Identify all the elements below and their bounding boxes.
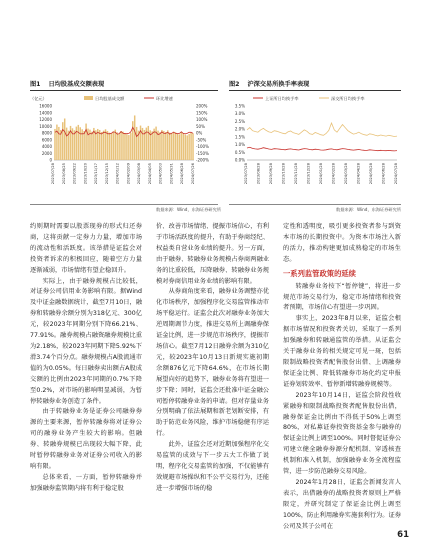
y2-tick-label: 150% — [196, 110, 208, 116]
x-tick-label: 2023/10/28 — [281, 163, 286, 185]
x-tick-label: 2023/07/28 — [244, 163, 248, 185]
body-paragraph: 事实上，2023年8月以来，证监会根据市场情况和投资者关切，采取了一系列加强融券和转融通监管的举措。从证监会关于融券业务的相关规定可见一斑，包括限制战略投资者配售股份出借、上调融券保证金比例、降低转融券市场化约定申报证券划转效率、暂停新增转融券规模等。 — [283, 315, 401, 388]
bar — [74, 130, 75, 160]
bar — [169, 133, 170, 160]
y2-tick-label: 0% — [196, 130, 203, 136]
bar — [161, 130, 162, 160]
bar — [118, 134, 119, 160]
bar — [181, 132, 182, 160]
bar — [179, 134, 180, 160]
bar — [165, 132, 166, 160]
y2-tick-label: -100% — [196, 144, 209, 149]
bar — [192, 133, 193, 160]
figure-1-top-rule — [30, 90, 218, 91]
x-tick-label: 2024/03/28 — [344, 163, 348, 185]
x-tick-label: 2023/09/22 — [72, 163, 77, 185]
y2-tick-label: 100% — [196, 117, 208, 122]
bar — [186, 135, 187, 160]
bar — [144, 130, 145, 160]
bar — [107, 131, 108, 160]
x-tick-label: 2024/07/26 — [191, 163, 195, 185]
bar — [151, 131, 152, 160]
figure-2-top-rule — [229, 90, 401, 91]
bar — [177, 134, 178, 160]
text-column-1 — [30, 222, 142, 495]
body-paragraph: 2023年10月14日，证监会阶段性收紧融券和限制战略投资者配售股份出借，融券保证金比例由不得低于50%上调至80%，对私募证券投资资基金参与融券的保证金比例上调至100%。同时督促证券公司建立健全融券券源分配机制、穿透核查机制和准入机制，加强融券业务全流程监管，进一步防范融券交易风险。 — [283, 391, 401, 476]
figure-2-bottom-rule — [229, 204, 401, 205]
bar — [157, 131, 158, 160]
x-tick-label: 2024/01/28 — [319, 163, 323, 185]
y2-tick-label: -150% — [196, 150, 209, 156]
legend-label-sse: 上证所日均换手率 — [265, 96, 299, 101]
figure-1-title — [30, 79, 104, 88]
bar — [58, 127, 59, 160]
series-line-szse — [247, 123, 397, 137]
legend-label-line: 环比增速 — [156, 96, 173, 101]
bar — [111, 133, 112, 160]
figure-1-title-text: 日均股基成交额表现 — [48, 81, 105, 88]
y-tick-label: 14000 — [39, 110, 52, 116]
y-tick-label: 6000 — [41, 137, 52, 143]
x-tick-label: 2024/06/28 — [381, 163, 386, 185]
bar — [62, 122, 63, 160]
x-tick-label: 2024/05/03 — [158, 163, 163, 185]
bar — [134, 115, 135, 160]
y-tick-label: 2000 — [41, 150, 52, 156]
body-paragraph: 实际上，由于融券规模占比较低，对证券公司信用业务影响有限。据Wind及中证金融数据统计，截至7月10日，融券和转融券余额分别为318亿元、300亿元，较2023年同期分别下降66.21%、77.91%。融券规模占融资融券规模比重为2.18%，较2023年同期下降5.92%下滑3.74个百分点。融券规模占A股流通市值的为0.05%。每日融券卖出额占A股成交额的比例由2023年同期的0.7%下降至0.2%，对市场的影响明显减弱，为暂停转融券业务创造了条件。 — [30, 277, 142, 405]
y-tick-label: 8000 — [41, 130, 52, 136]
x-tick-label: 2023/07/28 — [51, 163, 55, 185]
body-paragraph: 此外，证监会还对近期加强程序化交易监管的成效与下一步五大工作做了说明，程序化交易监管的加强，不仅能够有效规避市场操纵和不公平交易行为，还能进一步增强市场的稳 — [156, 441, 269, 492]
x-tick-label: 2024/02/28 — [331, 163, 336, 185]
bar — [175, 132, 176, 160]
body-paragraph: 价、改善市场情绪、提振市场信心，有利于市场活跃度的提升，有助于券商经纪、权益类自营业务业绩的提升。另一方面，由于融券、转融券业务规模占券商两融业务的比重较低，压降融券、转融券业务规模对券商信用业务业绩的影响有限。 — [156, 223, 269, 285]
body-paragraph: 总体来看，一方面，暂停转融券并加强融券监管期内将有利于稳定股 — [30, 473, 142, 492]
legend-label-bar: 日均股基成交额 — [95, 96, 125, 101]
bar — [159, 132, 160, 160]
page-number: 61 — [397, 530, 409, 540]
bar — [155, 127, 156, 160]
bar — [173, 132, 174, 160]
y-tick-label: 0 — [49, 157, 52, 163]
bar — [190, 133, 191, 160]
x-tick-label: 2023/08/28 — [256, 163, 261, 185]
bar — [171, 133, 172, 160]
bar — [128, 135, 129, 160]
text-column-2 — [156, 222, 269, 495]
figure-1-source: 数据来源：Wind，东海证券研究所 — [156, 207, 221, 212]
bar — [95, 130, 96, 160]
y-tick-label: 1.5% — [234, 134, 245, 140]
x-tick-label: 2024/04/28 — [356, 163, 361, 185]
x-tick-label: 2024/05/31 — [169, 163, 174, 185]
left-axis-unit: （亿元） — [30, 96, 47, 101]
body-paragraph: 定性和透明度，吸引更多投资者参与到资本市场的长期投资中。为资本市场注入新的活力，推动构建更加成熟稳定的市场生态。 — [283, 223, 401, 263]
x-tick-label: 2024/02/09 — [126, 163, 131, 185]
bar — [167, 130, 168, 160]
bar — [124, 133, 125, 160]
x-tick-label: 2023/08/25 — [61, 163, 66, 185]
body-paragraph: 从券商角度来看，融券业务调整亦优化市场秩序，加强程序化交易监管推动市场平稳运行。证监会此次对融券业务加大逆周期调节力度，推进交易所上调融券保证金比例，进一步规范市场秩序，提振市场信心。截至7月12日融券余额为310亿元，较2023年10月13日新规实施初期余额876亿元下降64.6%，在市场长期展望向好的趋势下，融券业务将有望进一步下降；同时，证监会还批准中证金融公司暂停转融券业务的申请。但对存量业务分别明确了依法展期和新老划断安排，有助于防范业务风险，维护市场稳健有序运行。 — [156, 288, 269, 438]
x-tick-label: 2023/12/15 — [104, 163, 109, 185]
x-tick-label: 2023/11/28 — [294, 163, 298, 185]
figure-2-number: 图2 — [229, 81, 240, 88]
body-paragraph: 约则期时需要以股票现券的形式归还券商，这将贡献一定券力力量，增加市场的流动性和活跃度。该举措是证监会对投资者诉求的积极回应，随着空方力量逐渐减弱，市场情绪有望企稳回升。 — [30, 223, 142, 274]
x-tick-label: 2024/06/28 — [180, 163, 185, 185]
figure-1-number: 图1 — [30, 81, 41, 88]
bar — [115, 130, 116, 160]
figure-2-title-text: 沪深交易所换手率表现 — [247, 81, 310, 88]
bar — [113, 131, 114, 160]
bar — [153, 129, 154, 160]
y-tick-label: 3.0% — [234, 111, 245, 117]
bar — [56, 125, 57, 160]
series-line-sse — [247, 147, 397, 151]
y2-tick-label: -200% — [196, 157, 209, 163]
y-tick-label: 10000 — [39, 123, 52, 129]
y-tick-label: 0.0% — [234, 157, 245, 163]
legend-label-szse: 深交所日均换手率 — [331, 96, 365, 101]
bar — [105, 129, 106, 160]
bar — [91, 132, 92, 160]
bar — [103, 131, 104, 160]
y-tick-label: 3.5% — [234, 103, 245, 109]
x-tick-label: 2023/10/20 — [83, 163, 88, 185]
bar — [101, 132, 102, 160]
bar — [54, 129, 55, 160]
bar — [93, 128, 94, 160]
bar — [136, 127, 137, 160]
bar — [185, 135, 186, 160]
text-column-3 — [283, 222, 401, 532]
figure-2-title — [229, 79, 309, 88]
bar — [126, 134, 127, 160]
bar — [122, 132, 123, 160]
x-tick-label: 2023/09/28 — [269, 163, 273, 185]
figure-2-source: 数据来源：Wind，东海证券研究所 — [336, 207, 401, 212]
y-tick-label: 1.0% — [234, 142, 245, 148]
bar — [130, 133, 131, 160]
bar — [116, 132, 117, 160]
y-tick-label: 12000 — [39, 117, 52, 122]
x-tick-label: 2024/05/28 — [369, 163, 373, 185]
bar — [120, 131, 121, 160]
body-paragraph: 2024年1月28日，证监会新闻发言人表示，出借融券的战略投资者原则上严格限定，并研究制定了保证金比例上调至100%，防止利用融券实施套利行为。证券公司及其子公司在 — [283, 478, 401, 530]
figure-2-chart — [227, 92, 403, 202]
y-tick-label: 4000 — [41, 144, 52, 149]
bar — [188, 134, 189, 160]
bar — [78, 125, 79, 160]
y2-tick-label: 50% — [196, 123, 205, 129]
figure-1-chart — [28, 92, 220, 202]
figure-1-bottom-rule — [30, 204, 218, 205]
bar — [99, 130, 100, 160]
x-tick-label: 2024/04/05 — [147, 163, 152, 185]
x-tick-label: 2024/01/12 — [115, 163, 120, 185]
body-paragraph: 由于转融券业务是证券公司融券券源的主要来源，暂停转融券将对证券公司的融券业务产生较大的影响。但融券、转融券规模已出现较大幅下降，此时暂停转融券业务对证券公司收入的影响有限。 — [30, 408, 142, 470]
bar — [163, 131, 164, 160]
x-tick-label: 2024/03/08 — [137, 163, 142, 185]
section-heading: 一系列监管政策的延续 — [283, 268, 356, 278]
bar — [148, 126, 149, 160]
bar — [109, 133, 110, 160]
bar — [183, 133, 184, 160]
bar — [83, 131, 84, 160]
x-tick-label: 2023/12/28 — [306, 163, 311, 185]
y-tick-label: 2.5% — [234, 118, 245, 124]
y-tick-label: 0.5% — [234, 149, 245, 155]
y-tick-label: 16000 — [39, 103, 52, 109]
legend-swatch-bar — [84, 96, 93, 100]
body-paragraph: 转融券业务按下“暂停键”，将进一步规范市场交易行为，稳定市场情绪和投资者预期，市场信心有望进一步巩固。 — [283, 282, 401, 312]
x-tick-label: 2024/07/28 — [394, 163, 398, 185]
y-tick-label: 2.0% — [234, 126, 245, 132]
bar — [64, 118, 65, 160]
bar — [97, 129, 98, 160]
x-tick-label: 2023/11/17 — [94, 163, 99, 185]
bar — [66, 128, 67, 160]
y2-tick-label: 200% — [196, 103, 208, 109]
bar — [80, 127, 81, 160]
y2-tick-label: -50% — [196, 137, 207, 143]
